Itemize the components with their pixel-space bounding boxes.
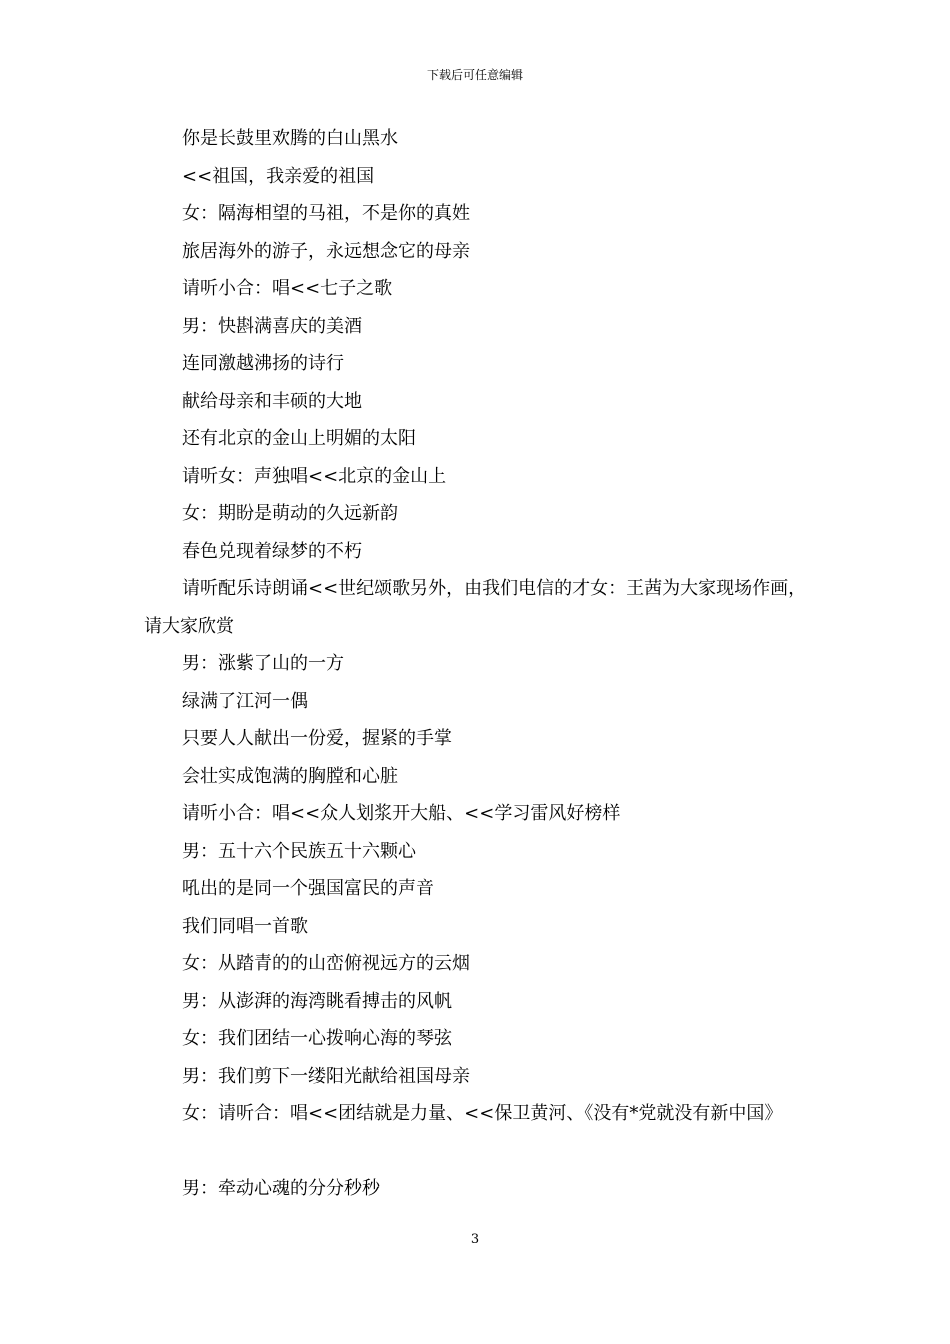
- text-line: 男：涨紫了山的一方: [182, 653, 344, 674]
- text-line: <<祖国，我亲爱的祖国: [182, 165, 375, 187]
- text-line: 女：请听合：唱<<团结就是力量、<<保卫黄河、《没有*党就没有新中国》: [182, 1103, 783, 1124]
- document-body: [144, 120, 812, 1208]
- text-line: 吼出的是同一个强国富民的声音: [182, 878, 434, 899]
- text-line: 连同激越沸扬的诗行: [182, 353, 344, 374]
- text-line: 男：五十六个民族五十六颗心: [182, 840, 416, 862]
- text-paragraph: 请听配乐诗朗诵<<世纪颂歌另外，由我们电信的才女：王茜为大家现场作画，请大家欣赏: [144, 578, 807, 637]
- text-line: 还有北京的金山上明媚的太阳: [182, 428, 416, 449]
- text-line: 请听小合：唱<<众人划浆开大船、<<学习雷风好榜样: [182, 803, 621, 824]
- text-line: 女：我们团结一心拨响心海的琴弦: [182, 1028, 452, 1049]
- text-line: 男：我们剪下一缕阳光献给祖国母亲: [182, 1065, 470, 1087]
- text-line: 男：快斟满喜庆的美酒: [182, 315, 362, 337]
- text-line: 男：牵动心魂的分分秒秒: [182, 1178, 380, 1199]
- text-line: 献给母亲和丰硕的大地: [182, 390, 362, 412]
- text-line: 男：从澎湃的海湾眺看搏击的风帆: [182, 990, 452, 1012]
- text-line: 我们同唱一首歌: [182, 915, 308, 937]
- text-line: 春色兑现着绿梦的不朽: [182, 540, 362, 562]
- text-line: 请听女：声独唱<<北京的金山上: [182, 465, 447, 487]
- text-line: 你是长鼓里欢腾的白山黑水: [182, 128, 398, 149]
- page-number: 3: [470, 1232, 480, 1247]
- page-header: 下载后可任意编辑: [426, 68, 523, 82]
- text-line: 请听小合：唱<<七子之歌: [182, 278, 393, 299]
- text-line: 女：期盼是萌动的久远新韵: [182, 503, 398, 524]
- text-line: 女：隔海相望的马祖，不是你的真姓: [182, 203, 470, 224]
- text-line: 女：从踏青的的山峦俯视远方的云烟: [182, 953, 470, 974]
- blank-line: [144, 1133, 812, 1171]
- text-line: 绿满了江河一偶: [182, 690, 308, 712]
- text-line: 旅居海外的游子，永远想念它的母亲: [182, 240, 470, 262]
- text-line: 只要人人献出一份爱，握紧的手掌: [182, 728, 452, 749]
- text-line: 会壮实成饱满的胸膛和心脏: [182, 765, 398, 787]
